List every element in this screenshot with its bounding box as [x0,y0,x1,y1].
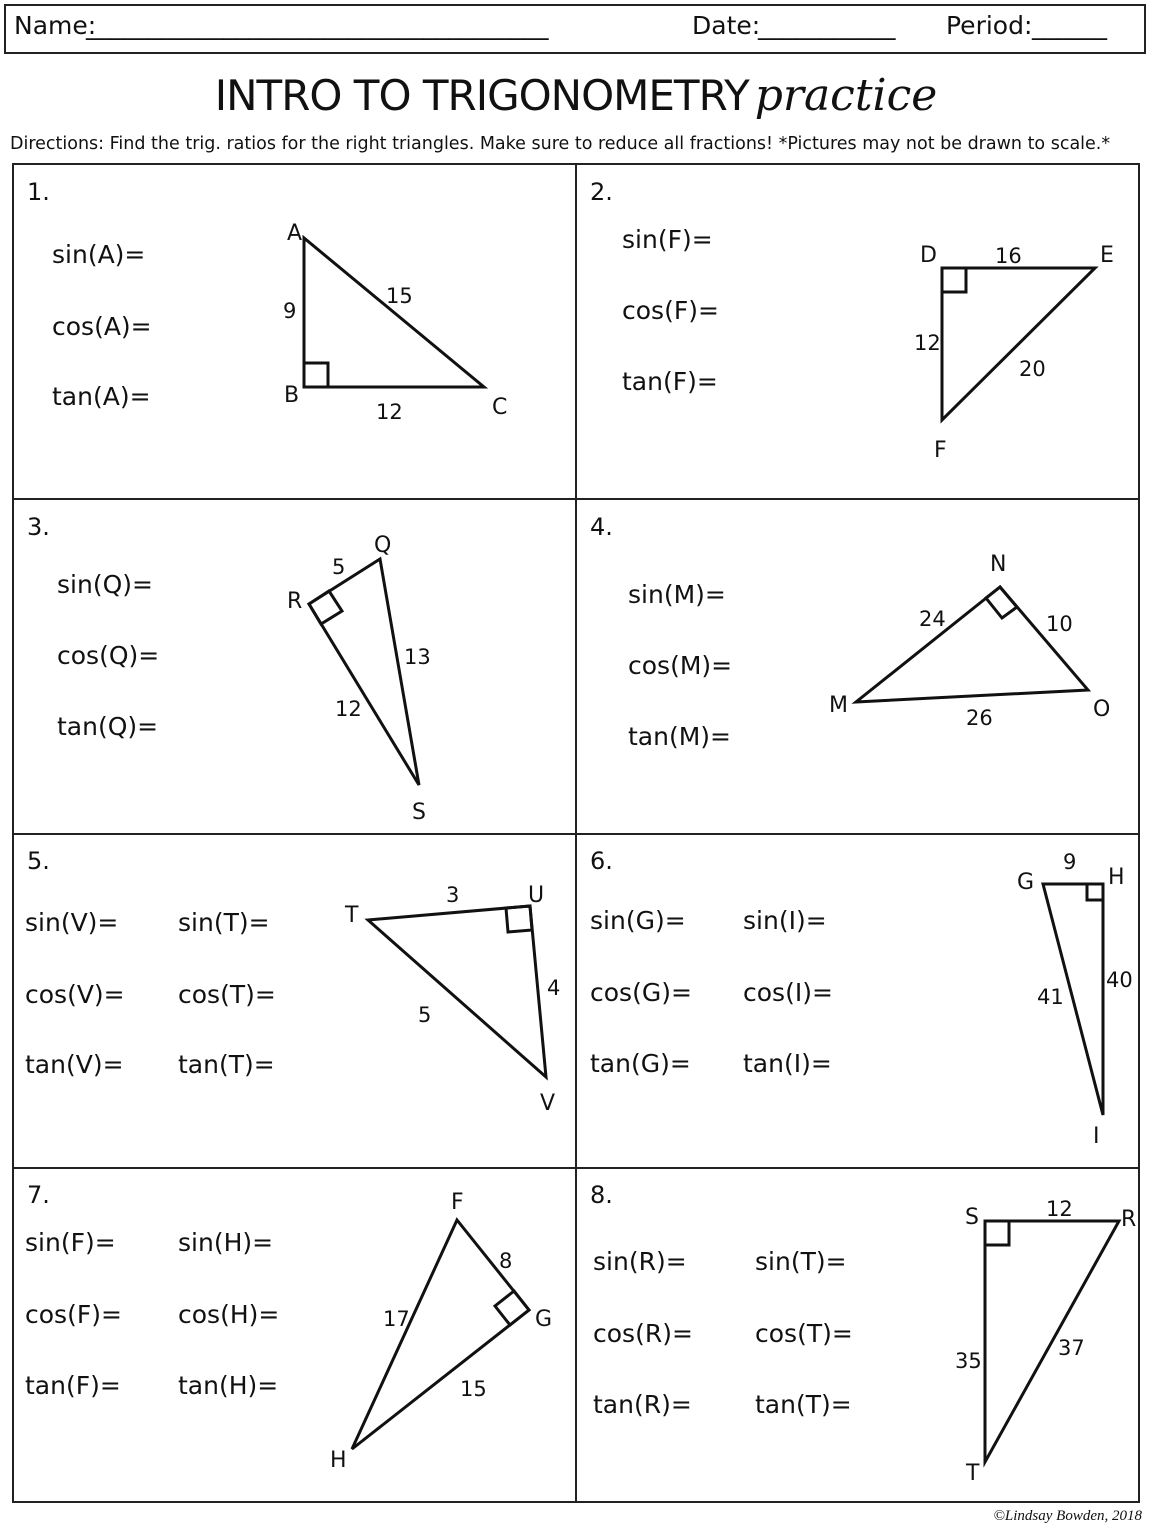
ratio-prompt: tan(T)= [178,1050,275,1079]
side-label-7c: 15 [460,1377,487,1401]
title-script: practice [754,70,938,121]
side-label-6a: 9 [1063,850,1077,874]
side-label-2b: 12 [914,331,941,355]
vertex-label-8a: S [965,1205,979,1230]
ratio-prompt: sin(I)= [743,906,827,935]
ratio-prompt: tan(A)= [52,382,151,411]
triangle-1 [283,221,507,424]
vertex-label-3b: R [287,589,303,614]
right-angle-mark-2 [942,268,966,292]
side-label-7a: 8 [499,1249,513,1273]
right-angle-mark-4 [986,587,1017,618]
vertex-label-7a: F [451,1190,464,1215]
vertex-label-7b: G [535,1307,553,1332]
ratio-prompt: sin(Q)= [57,570,153,599]
triangle-5 [344,883,560,1116]
ratio-prompt: cos(A)= [52,312,152,341]
vertex-label-8b: R [1121,1207,1137,1232]
vertex-label-1c: C [492,395,508,420]
vertex-label-1a: A [287,221,303,246]
problem-number-5: 5. [27,847,50,875]
right-angle-mark-1 [304,363,328,387]
triangle-2 [914,243,1114,463]
ratio-prompt: tan(V)= [25,1050,124,1079]
side-label-3a: 5 [332,555,346,579]
triangle-7 [330,1190,552,1473]
right-angle-mark-3 [309,591,342,624]
problem-number-6: 6. [590,847,613,875]
side-label-5c: 5 [418,1003,432,1027]
triangle-4 [829,552,1110,730]
vertex-label-4c: O [1093,697,1111,722]
vertex-label-5b: U [528,883,545,908]
side-label-4a: 24 [919,607,946,631]
triangle-3 [287,533,431,825]
triangle-6 [1017,850,1133,1149]
ratio-prompt: cos(F)= [622,296,719,325]
side-label-4c: 26 [966,706,993,730]
ratio-prompt: tan(G)= [590,1049,691,1078]
triangle-4-shape [856,587,1088,702]
ratio-prompt: tan(T)= [755,1390,852,1419]
vertex-label-3a: Q [374,533,392,558]
side-label-8c: 37 [1058,1336,1085,1360]
period-blank: ______ [1032,11,1107,40]
ratio-prompt: sin(T)= [755,1247,847,1276]
ratio-prompt: tan(I)= [743,1049,832,1078]
vertex-label-3c: S [412,800,426,825]
right-angle-mark-8 [985,1221,1009,1245]
side-label-6c: 41 [1037,985,1064,1009]
ratio-prompt: tan(Q)= [57,712,159,741]
side-label-4b: 10 [1046,612,1073,636]
problem-number-3: 3. [27,513,50,541]
ratio-prompt: cos(R)= [593,1319,693,1348]
side-label-3c: 12 [335,697,362,721]
problem-number-8: 8. [590,1181,613,1209]
triangle-1-shape [304,238,484,387]
vertex-label-1b: B [284,383,300,408]
ratio-prompt: cos(G)= [590,978,692,1007]
side-label-7b: 17 [383,1307,410,1331]
copyright-notice: ©Lindsay Bowden, 2018 [993,1508,1142,1524]
right-angle-mark-7 [495,1291,529,1325]
side-label-6b: 40 [1106,968,1133,992]
ratio-prompt: tan(H)= [178,1371,279,1400]
vertex-label-2b: E [1100,243,1114,268]
vertex-label-6a: G [1017,870,1035,895]
problem-number-4: 4. [590,513,613,541]
ratio-prompt: cos(Q)= [57,641,160,670]
ratio-prompt: sin(F)= [622,225,713,254]
side-label-1c: 12 [376,400,403,424]
ratio-prompt: tan(F)= [622,367,718,396]
vertex-label-4a: N [990,552,1007,577]
side-label-8a: 12 [1046,1197,1073,1221]
vertex-label-7c: H [330,1448,347,1473]
title-main: INTRO TO TRIGONOMETRY [214,71,749,120]
ratio-prompt: cos(T)= [755,1319,853,1348]
side-label-1a: 9 [283,299,297,323]
vertex-label-2a: D [920,243,937,268]
ratio-prompt: sin(G)= [590,906,686,935]
side-label-2c: 20 [1019,357,1046,381]
side-label-8b: 35 [955,1349,982,1373]
ratio-prompt: tan(R)= [593,1390,692,1419]
ratio-prompt: sin(M)= [628,580,726,609]
vertex-label-5a: T [345,903,359,928]
ratio-prompt: cos(F)= [25,1300,122,1329]
name-label: Name: [14,11,97,40]
vertex-label-5c: V [540,1091,556,1116]
side-label-5a: 3 [446,883,460,907]
triangle-8-shape [985,1221,1119,1462]
ratio-prompt: cos(I)= [743,978,833,1007]
period-label: Period: [946,11,1033,40]
vertex-label-4b: M [829,693,848,718]
ratio-prompt: cos(T)= [178,980,276,1009]
directions-text: Directions: Find the trig. ratios for the right triangles. Make sure to reduce all fractions! *Pictures may not be drawn to scale.* [10,134,1111,154]
vertex-label-8c: T [966,1461,980,1486]
right-angle-mark-6 [1087,884,1103,900]
ratio-prompt: sin(H)= [178,1228,274,1257]
side-label-5b: 4 [547,976,561,1000]
ratio-prompt: tan(F)= [25,1371,121,1400]
vertex-label-2c: F [934,438,947,463]
date-label: Date: [692,11,761,40]
right-angle-mark-5 [506,906,532,932]
triangle-8 [955,1197,1136,1486]
ratio-prompt: sin(R)= [593,1247,687,1276]
side-label-1b: 15 [386,284,413,308]
ratio-prompt: sin(A)= [52,240,146,269]
ratio-prompt: sin(V)= [25,908,119,937]
vertex-label-6c: I [1093,1124,1100,1149]
side-label-3b: 13 [404,645,431,669]
problem-number-7: 7. [27,1181,50,1209]
ratio-prompt: cos(V)= [25,980,125,1009]
name-blank: _____________________________________ [86,11,549,40]
ratio-prompt: tan(M)= [628,722,731,751]
date-blank: ___________ [758,11,896,40]
ratio-prompt: cos(H)= [178,1300,280,1329]
problem-number-2: 2. [590,178,613,206]
problem-number-1: 1. [27,178,50,206]
side-label-2a: 16 [995,244,1022,268]
ratio-prompt: sin(F)= [25,1228,116,1257]
ratio-prompt: sin(T)= [178,908,270,937]
vertex-label-6b: H [1108,865,1125,890]
ratio-prompt: cos(M)= [628,651,733,680]
